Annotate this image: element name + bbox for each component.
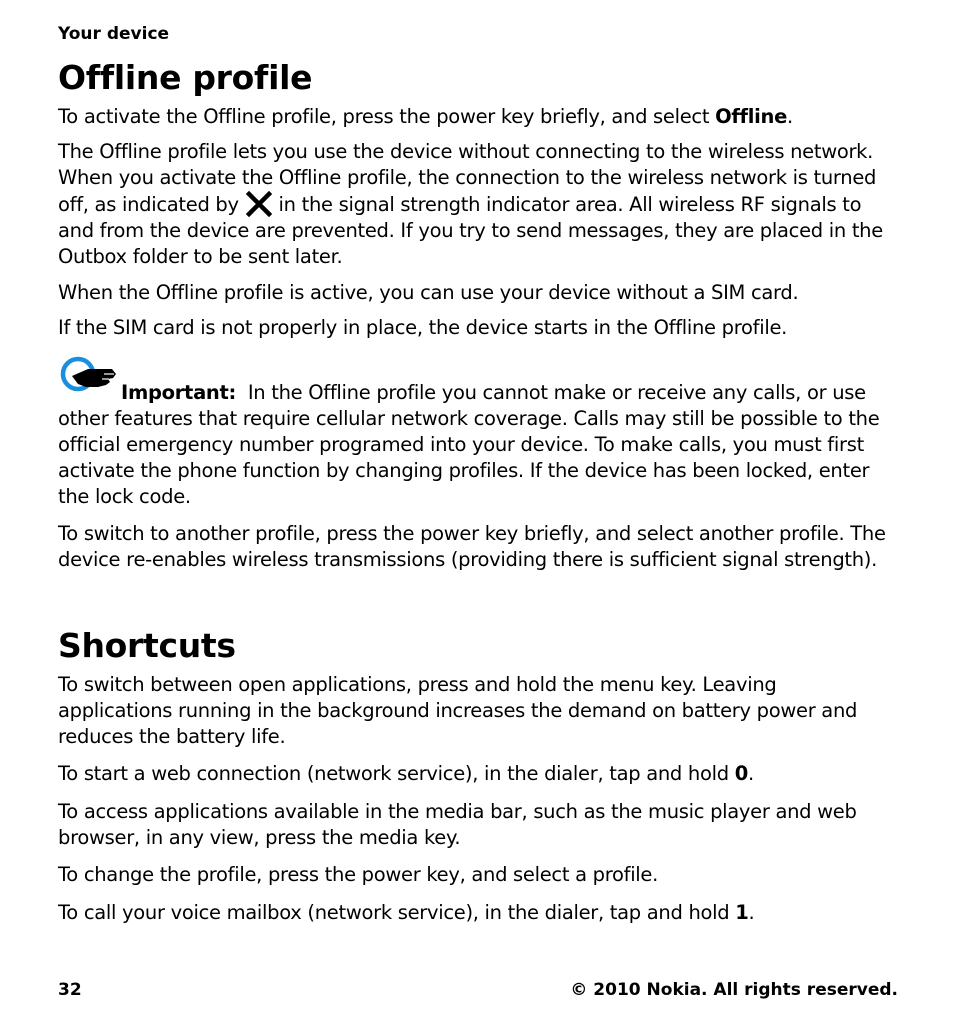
shortcuts-p2-bold: 0 [734,762,748,785]
offline-p1-text: To activate the Offline profile, press the power key briefly, and select [58,105,716,128]
offline-p1-bold: Offline [715,105,788,128]
shortcuts-paragraph-3: To access applications available in the media bar, such as the music player and web browser, in any view, press the media key. [58,800,857,849]
shortcuts-paragraph-4: To change the profile, press the power key, and select a profile. [58,863,659,886]
shortcuts-p5-end: . [748,901,755,924]
shortcuts-paragraph-1: To switch between open applications, press and hold the menu key. Leaving applications running in the background increases the demand on battery power and reduces the battery life. [58,673,858,748]
copyright-notice: © 2010 Nokia. All rights reserved. [570,980,898,1000]
shortcuts-paragraph-2 [58,761,896,787]
offline-paragraph-3: When the Offline profile is active, you can use your device without a SIM card. [58,281,799,304]
offline-profile-heading: Offline profile [58,58,313,97]
shortcuts-p2-text: To start a web connection (network service), in the dialer, tap and hold [58,762,735,785]
important-label: Important: [121,381,237,404]
shortcuts-p5-text: To call your voice mailbox (network service), in the dialer, tap and hold [58,901,736,924]
offline-paragraph-1 [58,104,896,130]
offline-p2-text-a: The Offline profile lets you use the device without connecting to the wireless network. When you activate the Offline profile, the connection to the wireless network is turned off, as indicated by [58,140,877,216]
manual-page [58,0,898,1036]
offline-p2-text-b: in the signal strength indicator area. All wireless RF signals to and from the device are prevented. If you try to send messages, they are placed in the Outbox folder to be sent later. [58,193,883,268]
important-text: In the Offline profile you cannot make or receive any calls, or use other features that require cellular network coverage. Calls may still be possible to the official emergency number programed into your device. To make calls, you must first activate the phone function by changing profiles. If the device has been locked, enter the lock code. [58,381,880,508]
offline-paragraph-2 [58,139,896,270]
important-note [58,380,896,510]
offline-x-icon [245,191,273,217]
offline-paragraph-5: To switch to another profile, press the power key briefly, and select another profile. The device re-enables wireless transmissions (providing there is sufficient signal strength). [58,522,886,571]
running-head: Your device [58,24,170,44]
offline-paragraph-4: If the SIM card is not properly in place, the device starts in the Offline profile. [58,316,788,339]
shortcuts-p2-end: . [747,762,754,785]
shortcuts-p5-bold: 1 [735,901,749,924]
page-number: 32 [58,980,82,1000]
offline-p1-end: . [787,105,793,128]
shortcuts-paragraph-5 [58,900,896,926]
shortcuts-heading: Shortcuts [58,626,236,665]
